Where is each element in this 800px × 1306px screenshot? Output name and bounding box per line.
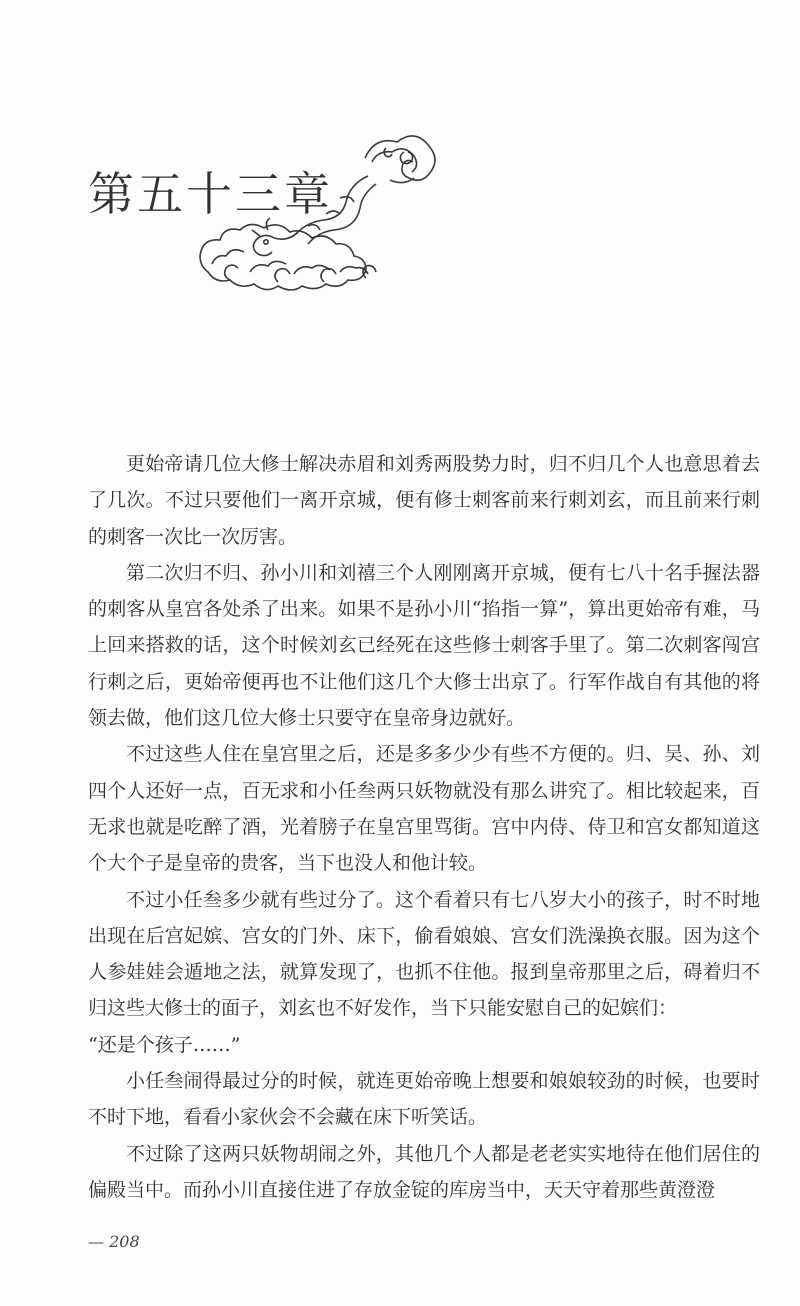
page-number: — 208: [88, 1232, 140, 1251]
dialogue-line: “还是个孩子……”: [88, 1033, 241, 1056]
paragraph: 不过这些人住在皇宫里之后，还是多多少少有些不方便的。归、吴、孙、刘四个人还好一点，百无求和小任叁两只妖物就没有那么讲究了。相比较起来，百无求也就是吃醉了酒，光着膀子在皇宫里骂街。宫中内侍、侍卫和宫女都知道这个大个子是皇帝的贵客，当下也没人和他计较。: [88, 743, 760, 875]
paragraph: 小任叁闹得最过分的时候，就连更始帝晚上想要和娘娘较劲的时候，也要时不时下地，看看小家伙会不会藏在床下听笑话。: [88, 1070, 760, 1129]
paragraph: 更始帝请几位大修士解决赤眉和刘秀两股势力时，归不归几个人也意思着去了几次。不过只要他们一离开京城，便有修士刺客前来行刺刘玄，而且前来行刺的刺客一次比一次厉害。: [88, 453, 760, 548]
paragraph: 不过除了这两只妖物胡闹之外，其他几个人都是老老实实地待在他们居住的偏殿当中。而孙小川直接住进了存放金锭的库房当中，天天守着那些黄澄澄: [88, 1142, 760, 1201]
cloud-dragon-ornament-icon: [190, 118, 440, 298]
chapter-title: 第五十三章: [88, 166, 333, 221]
paragraph: 第二次归不归、孙小川和刘禧三个人刚刚离开京城，便有七八十名手握法器的刺客从皇宫各处杀了出来。如果不是孙小川“掐指一算”，算出更始帝有难，马上回来搭救的话，这个时候刘玄已经死在这些修士刺客手里了。第二次刺客闯宫行刺之后，更始帝便再也不让他们这几个大修士出京了。行军作战自有其他的将领去做，他们这几位大修士只要守在皇帝身边就好。: [88, 561, 760, 730]
paragraph: 不过小任叁多少就有些过分了。这个看着只有七八岁大小的孩子，时不时地出现在后宫妃嫔、宫女的门外、床下，偷看娘娘、宫女们洗澡换衣服。因为这个人参娃娃会遁地之法，就算发现了，也抓不住他。报到皇帝那里之后，碍着归不归这些大修士的面子，刘玄也不好发作，当下只能安慰自己的妃嫔们：: [88, 888, 760, 1020]
chapter-body: [88, 446, 760, 1208]
